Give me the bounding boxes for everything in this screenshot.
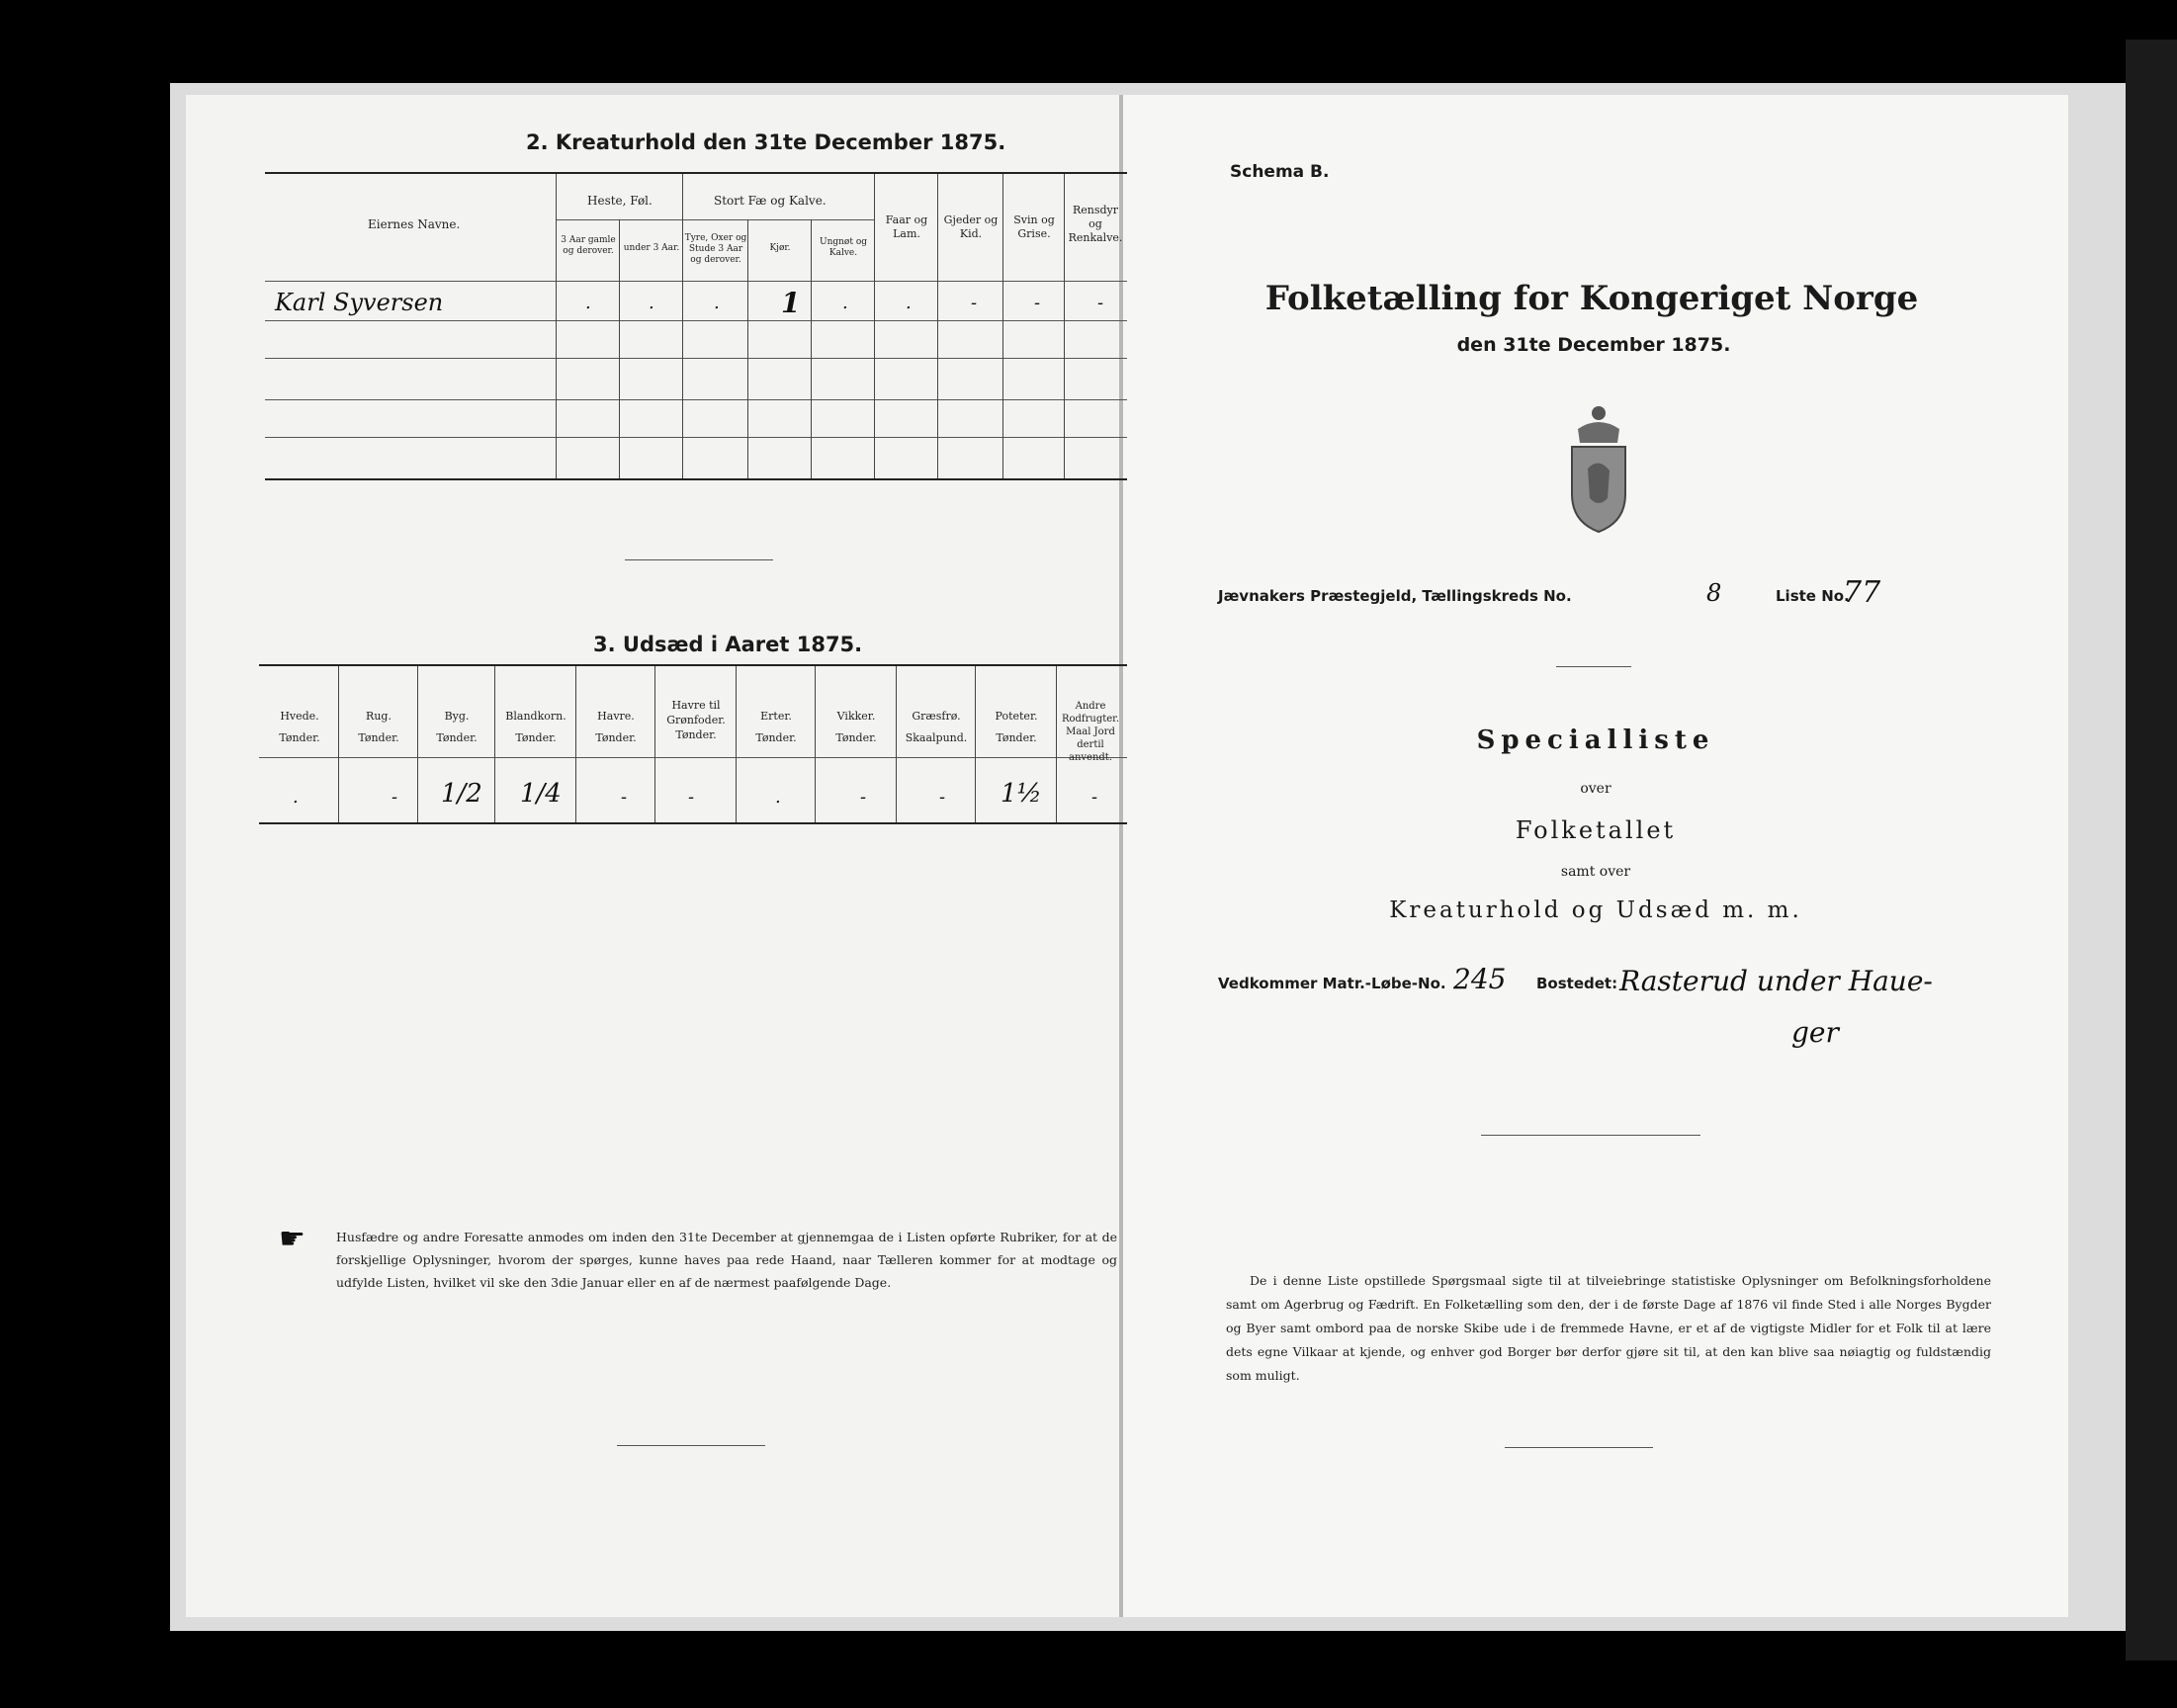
crop-header: Havre til Grønfoder. Tønder. <box>666 699 726 741</box>
crop-header: Vikker. Tønder. <box>835 710 877 744</box>
pointing-hand-icon: ☛ <box>279 1222 305 1256</box>
header-rensdyr: Rensdyr og Renkalve. <box>1068 204 1123 244</box>
header-stort-b: Kjør. <box>769 243 791 253</box>
table2-row-rule <box>265 399 1127 400</box>
table2-col-line <box>556 174 557 478</box>
table2-row-rule <box>265 437 1127 438</box>
crop-value: 1/2 <box>441 779 482 809</box>
table2-col-line <box>1064 174 1065 478</box>
crop-header: Rug. Tønder. <box>358 710 399 744</box>
header-heste-b: under 3 Aar. <box>623 243 680 253</box>
right-page <box>1121 95 2068 1617</box>
header-stort: Stort Fæ og Kalve. <box>714 194 827 208</box>
samt-over-text: samt over <box>1560 864 1631 880</box>
spec-heading: Specialliste <box>1476 726 1715 755</box>
cell-value: - <box>1034 293 1041 313</box>
bosted-value-cont: ger <box>1791 1016 1839 1049</box>
bottom-rule <box>617 1445 765 1446</box>
table2-col-line <box>1002 174 1003 478</box>
header-heste-a: 3 Aar gamle og derover. <box>561 235 616 256</box>
header-faar: Faar og Lam. <box>885 214 928 240</box>
table2-row-rule <box>265 320 1127 321</box>
main-subtitle: den 31te December 1875. <box>1456 334 1731 356</box>
bottom-rule <box>1505 1447 1653 1448</box>
crop-value: 1½ <box>1001 779 1042 809</box>
cell-value: - <box>1097 293 1104 313</box>
cell-value: . <box>649 293 654 313</box>
table3-col-line <box>417 666 418 822</box>
header-stort-c: Ungnøt og Kalve. <box>819 237 867 258</box>
crop-header: Blandkorn. Tønder. <box>505 710 566 744</box>
table3-bottom-rule <box>259 822 1127 824</box>
table3-col-line <box>815 666 816 822</box>
cell-value: . <box>585 293 591 313</box>
table3-col-line <box>338 666 339 822</box>
matr-label: Vedkommer Matr.-Løbe-No. <box>1218 975 1446 992</box>
cell-value: . <box>714 293 720 313</box>
table2-col-line <box>937 174 938 478</box>
crop-header: Havre. Tønder. <box>595 710 637 744</box>
table3-col-line <box>654 666 655 822</box>
crop-header: Poteter. Tønder. <box>995 710 1038 744</box>
notice-text: Husfædre og andre Foresatte anmodes om inden den 31te December at gjennemgaa de i Listen opførte Rubriker, for at de forskjellige Oplysninger, hvorom der spørges, kunne haves paa rede Haand, naar Tælleren kommer for at modtage og udfylde Listen, hvilket vil ske den 3die Januar eller en af de nærmest paafølgende Dage. <box>336 1230 1117 1290</box>
crop-header: Græsfrø. Skaalpund. <box>905 710 968 744</box>
crop-header: Andre Rodfrugter. Maal Jord dertil anvendt. <box>1061 701 1120 763</box>
main-title: Folketælling for Kongeriget Norge <box>1264 279 1919 318</box>
cell-value: - <box>971 293 978 313</box>
cell-value: . <box>842 293 848 313</box>
separator <box>1481 1135 1700 1136</box>
liste-label: Liste No. <box>1776 587 1850 605</box>
coat-of-arms-icon <box>1558 399 1639 538</box>
header-stort-a: Tyre, Oxer og Stude 3 Aar og derover. <box>684 233 747 265</box>
table3-col-line <box>736 666 737 822</box>
bosted-label: Bostedet: <box>1536 975 1618 992</box>
scan-edge <box>2126 40 2177 1661</box>
separator <box>1556 666 1631 667</box>
owner-name: Karl Syversen <box>275 289 444 316</box>
separator <box>625 559 773 560</box>
table3-col-line <box>575 666 576 822</box>
table3-col-line <box>975 666 976 822</box>
table2-col-line <box>682 174 683 478</box>
kreatur-text: Kreaturhold og Udsæd m. m. <box>1389 897 1802 923</box>
crop-header: Erter. Tønder. <box>755 710 797 744</box>
table3-header-rule <box>259 757 1127 758</box>
crop-header: Hvede. Tønder. <box>279 710 320 744</box>
crop-header: Byg. Tønder. <box>436 710 478 744</box>
crop-value: - <box>392 787 398 808</box>
crop-value: . <box>775 787 781 808</box>
section3-title: 3. Udsæd i Aaret 1875. <box>593 633 863 656</box>
cell-value: 1 <box>781 287 801 319</box>
crop-value: - <box>1091 787 1098 808</box>
header-gjeder: Gjeder og Kid. <box>943 214 999 240</box>
crop-value: - <box>939 787 946 808</box>
table2-bottom-rule <box>265 478 1127 480</box>
table2-header-rule <box>265 281 1127 282</box>
crop-value: - <box>688 787 695 808</box>
schema-label: Schema B. <box>1230 162 1330 182</box>
table2-col-line <box>619 219 620 478</box>
table2-row-rule <box>265 358 1127 359</box>
left-page <box>186 95 1121 1617</box>
table3-col-line <box>896 666 897 822</box>
crop-value: - <box>860 787 867 808</box>
crop-value: . <box>293 787 299 808</box>
table2-col-line <box>874 174 875 478</box>
table2-col-line <box>747 219 748 478</box>
crop-value: 1/4 <box>520 779 562 809</box>
district-number: 8 <box>1706 579 1722 607</box>
table3-top-rule <box>259 664 1127 666</box>
district-label: Jævnakers Præstegjeld, Tællingskreds No. <box>1218 587 1572 605</box>
matr-number: 245 <box>1453 963 1507 995</box>
table2-sub-rule <box>556 219 874 220</box>
crop-value: - <box>621 787 628 808</box>
liste-number: 77 <box>1843 575 1881 610</box>
section2-title: 2. Kreaturhold den 31te December 1875. <box>526 130 1006 154</box>
over-text: over <box>1580 781 1611 797</box>
cell-value: . <box>906 293 912 313</box>
footer-text: De i denne Liste opstillede Spørgsmaal sigte til at tilveiebringe statistiske Oplysninger om Befolkningsforholdene samt om Agerbrug og Fædrift. En Folketælling som den, der i de første Dage af 1876 vil finde Sted i alle Norges Bygder og Byer samt ombord paa de norske Skibe ude i de fremmede Havne, er et af de vigtigste Midler for et Folk til at lære dets egne Vilkaar at kjende, og enhver god Borger bør derfor gjøre sit til, at den kan blive saa nøiagtig og fuldstændig som muligt. <box>1226 1273 1991 1383</box>
folketallet-text: Folketallet <box>1515 816 1677 844</box>
table2-col-line <box>811 219 812 478</box>
page-fold <box>1119 95 1123 1617</box>
header-svin: Svin og Grise. <box>1013 214 1055 240</box>
table3-col-line <box>494 666 495 822</box>
bosted-value: Rasterud under Haue- <box>1619 965 1933 997</box>
header-heste: Heste, Føl. <box>587 194 653 208</box>
header-owner: Eiernes Navne. <box>368 217 461 231</box>
table2-top-rule <box>265 172 1127 174</box>
